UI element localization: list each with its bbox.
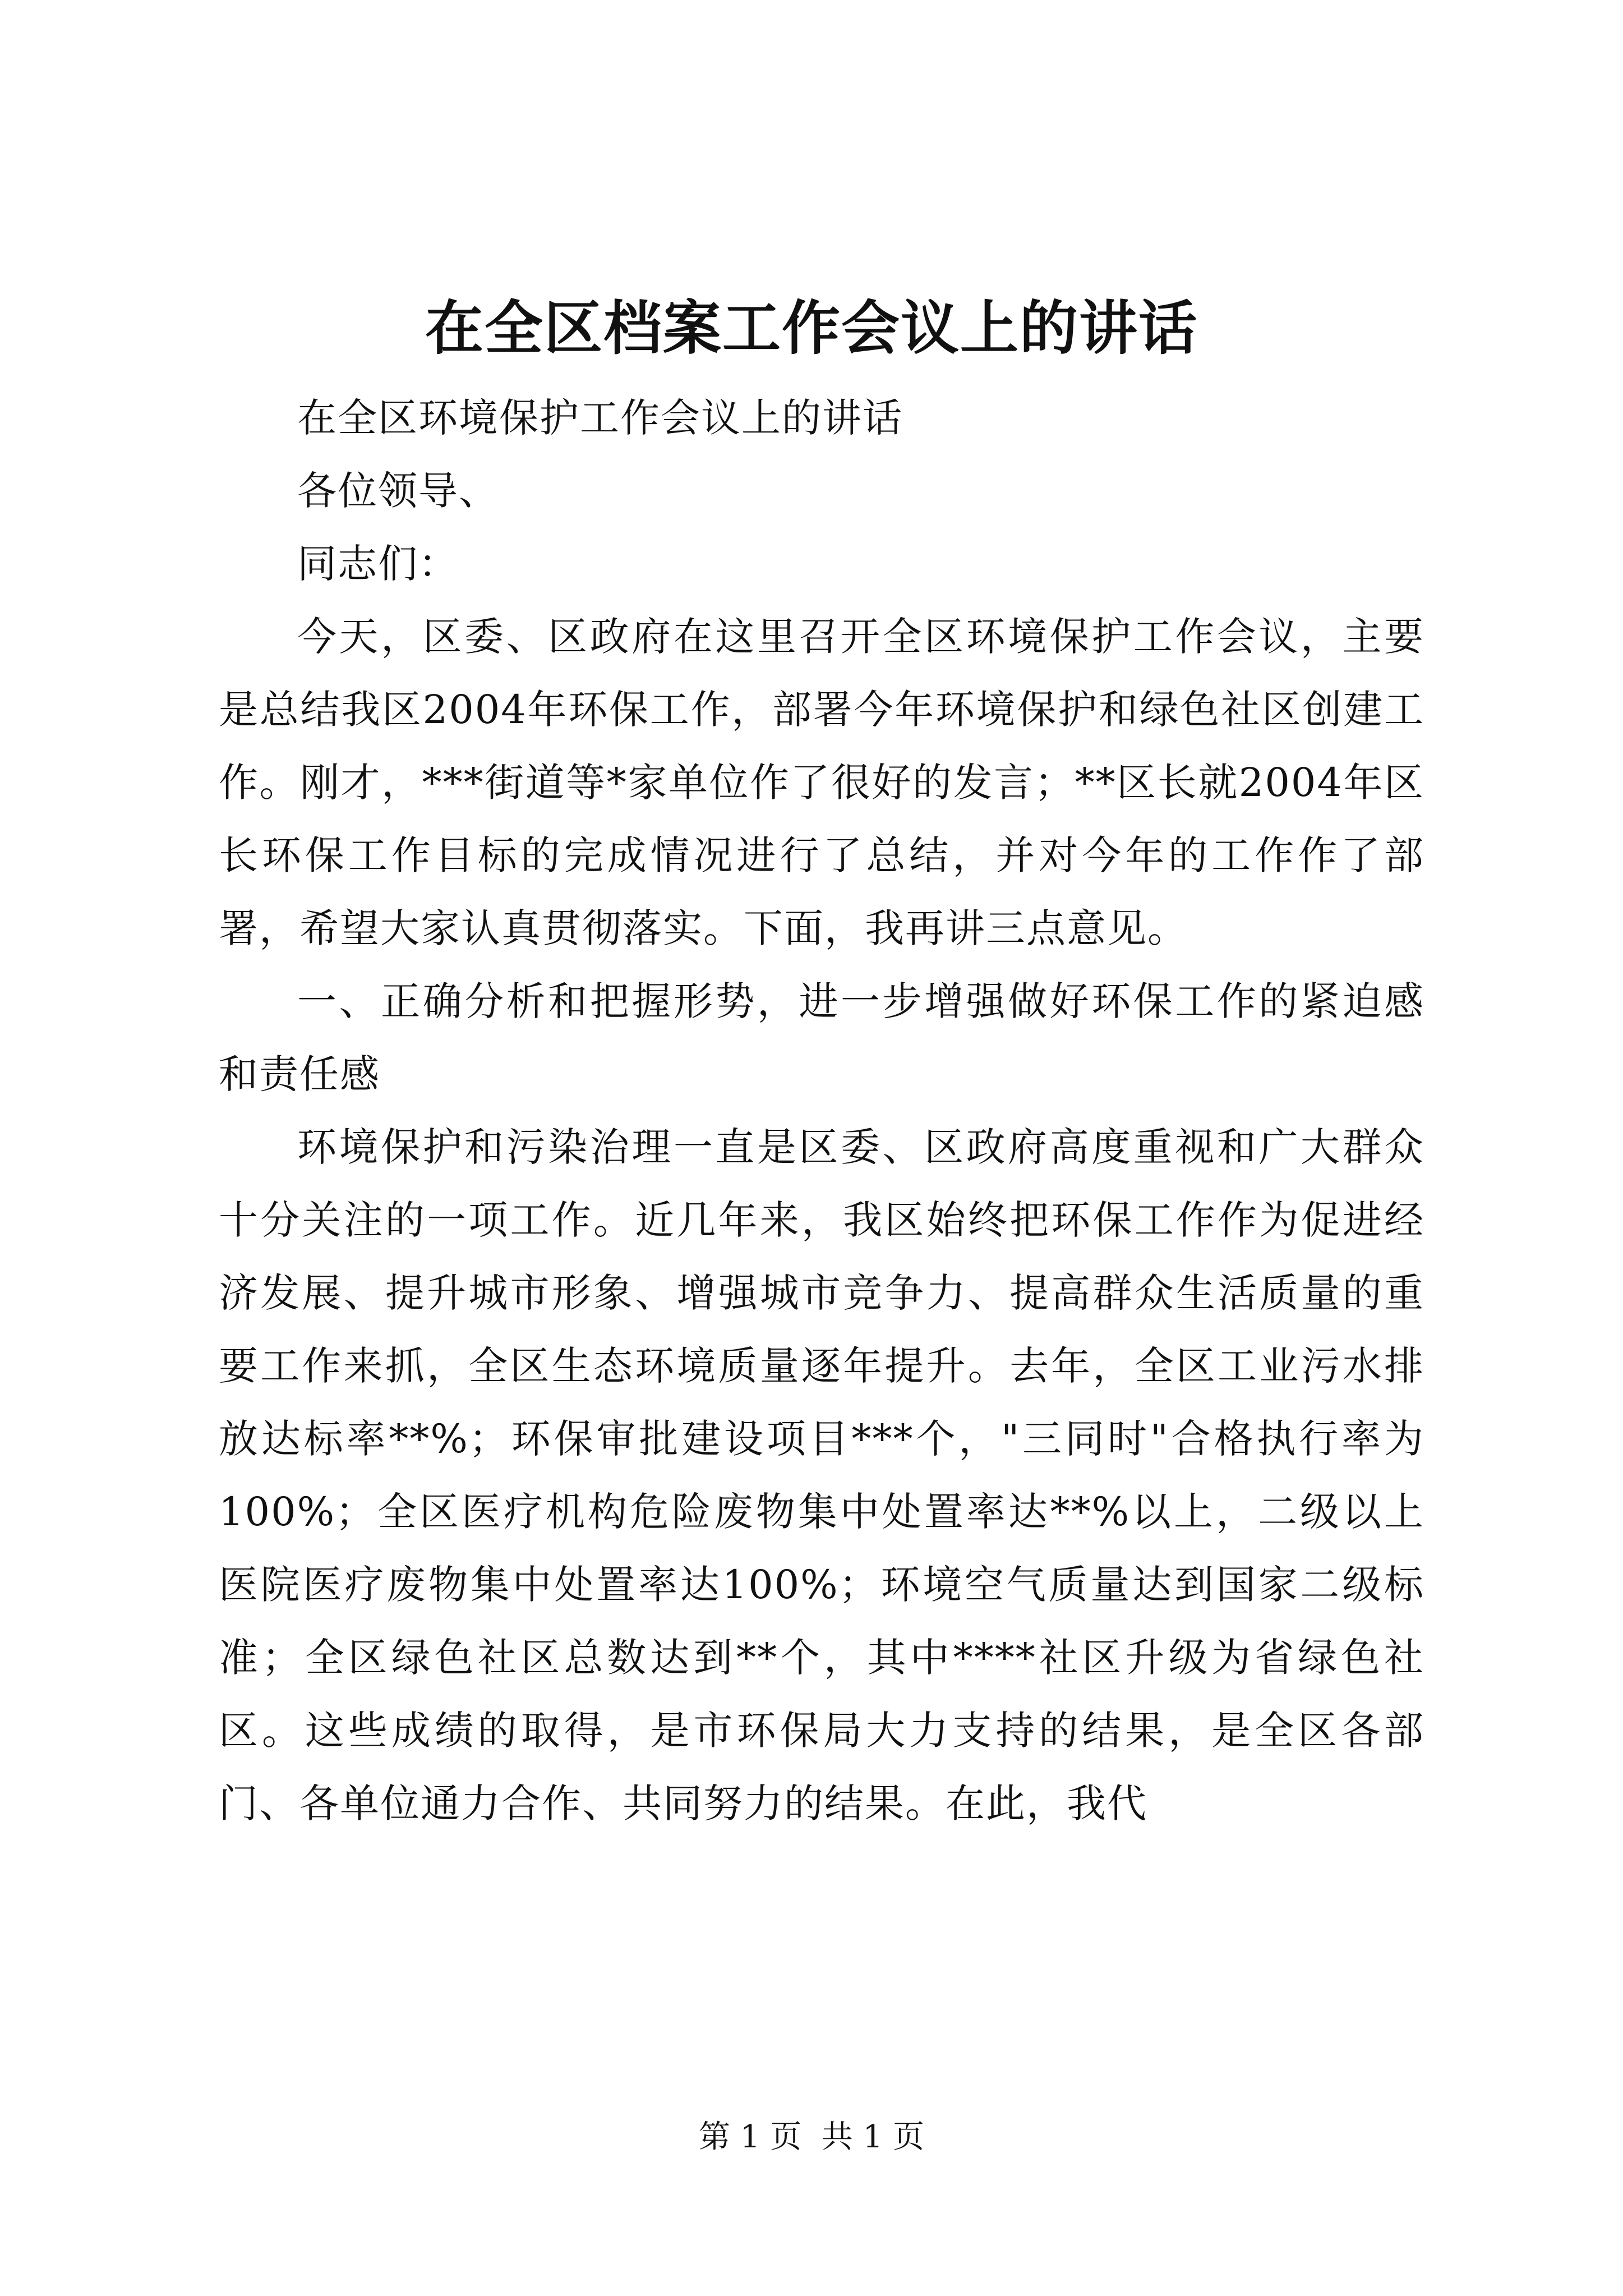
section-heading-1: 一、正确分析和把握形势，进一步增强做好环保工作的紧迫感和责任感 (219, 978, 1424, 1097)
paragraph-intro: 今天，区委、区政府在这里召开全区环境保护工作会议，主要是总结我区2004年环保工作，部署今年环境保护和绿色社区创建工作。刚才，***街道等*家单位作了很好的发言；**区长就2004年区长环保工作目标的完成情况进行了总结，并对今年的工作作了部署，希望大家认真贯彻落实。下面，我再讲三点意见。 (219, 614, 1424, 951)
paragraph-achievements: 环境保护和污染治理一直是区委、区政府高度重视和广大群众十分关注的一项工作。近几年来，我区始终把环保工作作为促进经济发展、提升城市形象、增强城市竞争力、提高群众生活质量的重要工作来抓，全区生态环境质量逐年提升。去年，全区工业污水排放达标率**%；环保审批建设项目***个，"三同时"合格执行率为100%；全区医疗机构危险废物集中处置率达**%以上，二级以上医院医疗废物集中处置率达100%；环境空气质量达到国家二级标准；全区绿色社区总数达到**个，其中****社区升级为省绿色社区。这些成绩的取得，是市环保局大力支持的结果，是全区各部门、各单位通力合作、共同努力的结果。在此，我代 (219, 1124, 1424, 1826)
paragraph-salutation-2: 同志们： (297, 541, 459, 587)
page-number-label: 第 1 页 共 1 页 (698, 2119, 925, 2155)
paragraph-salutation-1: 各位领导、 (297, 468, 499, 514)
page-footer (0, 2118, 1623, 2157)
document-title: 在全区档案工作会议上的讲话 (425, 293, 1198, 362)
document-body (219, 381, 1424, 1840)
paragraph-subtitle: 在全区环境保护工作会议上的讲话 (297, 395, 903, 441)
